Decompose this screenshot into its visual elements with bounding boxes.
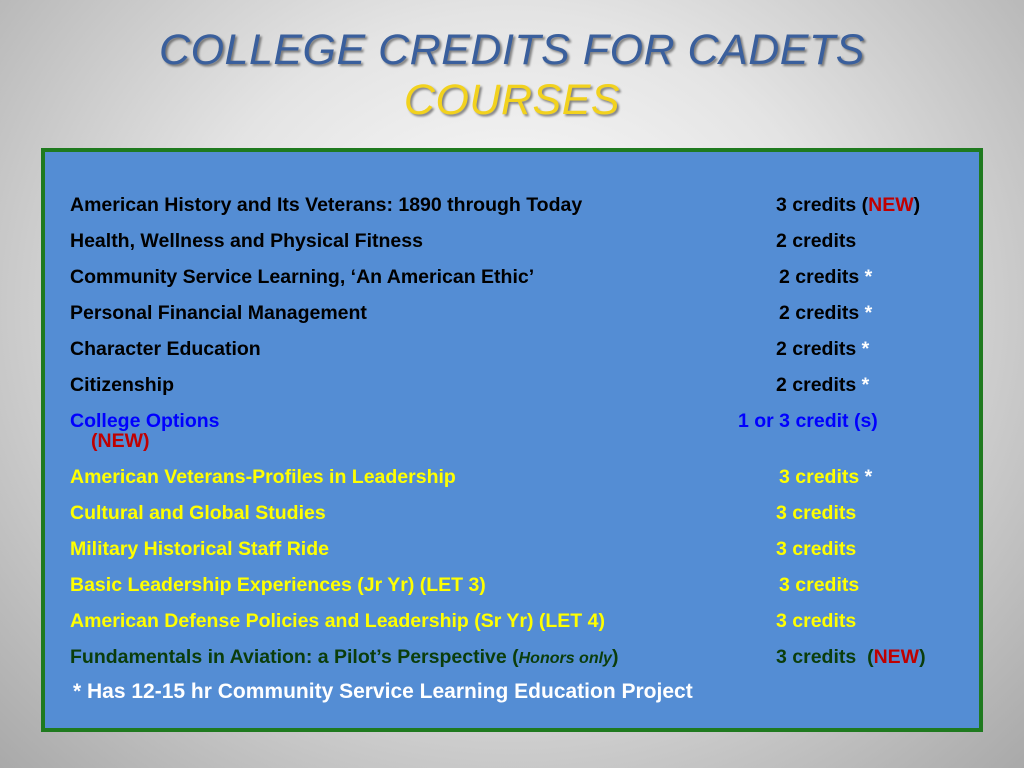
course-credits: 2 credits * <box>776 374 870 396</box>
asterisk-mark: * <box>864 466 873 488</box>
course-credits: 2 credits * <box>776 338 870 360</box>
slide-subtitle: COURSES <box>403 76 621 124</box>
course-credits: 3 credits <box>776 538 857 560</box>
course-credits: 3 credits (NEW) <box>776 194 921 216</box>
slide-title: COLLEGE CREDITS FOR CADETS <box>159 26 865 74</box>
course-credits: 3 credits <box>776 502 857 524</box>
asterisk-mark: * <box>864 302 873 324</box>
footnote: * Has 12-15 hr Community Service Learning Education Project <box>73 680 693 703</box>
course-credits: 3 credits * <box>779 466 873 488</box>
course-name: Community Service Learning, ‘An American Ethic’ <box>70 266 535 288</box>
course-name: Citizenship <box>70 374 175 396</box>
course-credits: 3 credits (NEW) <box>776 646 926 668</box>
asterisk-mark: * <box>864 266 873 288</box>
new-badge: NEW <box>868 194 914 216</box>
course-name: Cultural and Global Studies <box>70 502 326 524</box>
new-badge: (NEW) <box>91 430 150 452</box>
asterisk-mark: * <box>861 374 870 396</box>
asterisk-mark: * <box>861 338 870 360</box>
course-name: Fundamentals in Aviation: a Pilot’s Perspective (Honors only) <box>70 646 619 668</box>
course-name: Personal Financial Management <box>70 302 367 324</box>
course-name: Character Education <box>70 338 261 360</box>
course-name: Health, Wellness and Physical Fitness <box>70 230 423 252</box>
course-credits: 3 credits <box>779 574 860 596</box>
course-name: College Options <box>70 410 220 432</box>
course-credits: 2 credits <box>776 230 857 252</box>
course-credits: 1 or 3 credit (s) <box>738 410 878 432</box>
new-badge: NEW <box>873 646 920 668</box>
course-name: American Defense Policies and Leadership (Sr Yr) (LET 4) <box>70 610 605 632</box>
course-name: American Veterans-Profiles in Leadership <box>70 466 456 488</box>
course-credits: 2 credits * <box>779 266 873 288</box>
course-name: American History and Its Veterans: 1890 through Today <box>70 194 583 216</box>
course-credits: 3 credits <box>776 610 857 632</box>
course-name: Basic Leadership Experiences (Jr Yr) (LET 3) <box>70 574 486 596</box>
course-name: Military Historical Staff Ride <box>70 538 329 560</box>
courses-panel <box>41 148 983 732</box>
course-credits: 2 credits * <box>779 302 873 324</box>
